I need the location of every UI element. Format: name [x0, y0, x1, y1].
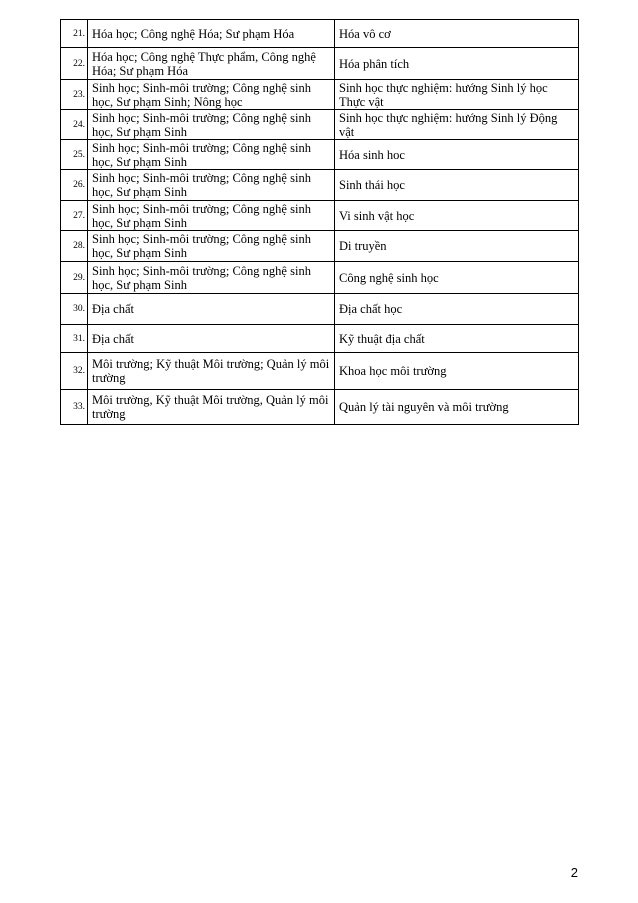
table-row [61, 262, 579, 294]
target-major: Di truyền [335, 231, 579, 262]
table-row [61, 231, 579, 262]
row-number: 31. [61, 325, 88, 353]
table-row [61, 48, 579, 80]
source-major-group: Sinh học; Sinh-môi trường; Công nghệ sinh học, Sư phạm Sinh [88, 201, 335, 231]
table-row [61, 353, 579, 390]
row-number: 33. [61, 390, 88, 425]
row-number: 32. [61, 353, 88, 390]
source-major-group: Địa chất [88, 325, 335, 353]
row-number: 28. [61, 231, 88, 262]
target-major: Hóa sinh hoc [335, 140, 579, 170]
row-number: 24. [61, 110, 88, 140]
source-major-group: Sinh học; Sinh-môi trường; Công nghệ sinh học, Sư phạm Sinh; Nông học [88, 80, 335, 110]
target-major: Kỹ thuật địa chất [335, 325, 579, 353]
source-major-group: Sinh học; Sinh-môi trường; Công nghệ sinh học, Sư phạm Sinh [88, 170, 335, 201]
target-major: Địa chất học [335, 294, 579, 325]
target-major: Sinh học thực nghiệm: hướng Sinh lý học Thực vật [335, 80, 579, 110]
target-major: Quản lý tài nguyên và môi trường [335, 390, 579, 425]
target-major: Sinh thái học [335, 170, 579, 201]
source-major-group: Hóa học; Công nghệ Hóa; Sư phạm Hóa [88, 20, 335, 48]
row-number: 21. [61, 20, 88, 48]
table-row [61, 325, 579, 353]
source-major-group: Sinh học; Sinh-môi trường; Công nghệ sinh học, Sư phạm Sinh [88, 231, 335, 262]
table-row [61, 201, 579, 231]
table-row [61, 110, 579, 140]
table-row [61, 140, 579, 170]
majors-table [60, 19, 579, 425]
source-major-group: Hóa học; Công nghệ Thực phẩm, Công nghệ Hóa; Sư phạm Hóa [88, 48, 335, 80]
source-major-group: Địa chất [88, 294, 335, 325]
source-major-group: Sinh học; Sinh-môi trường; Công nghệ sinh học, Sư phạm Sinh [88, 110, 335, 140]
table-row [61, 80, 579, 110]
source-major-group: Sinh học; Sinh-môi trường; Công nghệ sinh học, Sư phạm Sinh [88, 262, 335, 294]
target-major: Công nghệ sinh học [335, 262, 579, 294]
row-number: 23. [61, 80, 88, 110]
row-number: 22. [61, 48, 88, 80]
source-major-group: Môi trường, Kỹ thuật Môi trường, Quản lý môi trường [88, 390, 335, 425]
target-major: Khoa học môi trường [335, 353, 579, 390]
target-major: Sinh học thực nghiệm: hướng Sinh lý Động vật [335, 110, 579, 140]
target-major: Hóa vô cơ [335, 20, 579, 48]
majors-table-body [61, 20, 579, 425]
table-row [61, 390, 579, 425]
row-number: 25. [61, 140, 88, 170]
source-major-group: Môi trường; Kỹ thuật Môi trường; Quản lý môi trường [88, 353, 335, 390]
row-number: 27. [61, 201, 88, 231]
target-major: Hóa phân tích [335, 48, 579, 80]
row-number: 26. [61, 170, 88, 201]
table-row [61, 170, 579, 201]
table-row [61, 20, 579, 48]
row-number: 30. [61, 294, 88, 325]
table-row [61, 294, 579, 325]
page-number: 2 [570, 865, 578, 880]
source-major-group: Sinh học; Sinh-môi trường; Công nghệ sinh học, Sư phạm Sinh [88, 140, 335, 170]
row-number: 29. [61, 262, 88, 294]
target-major: Vi sinh vật học [335, 201, 579, 231]
